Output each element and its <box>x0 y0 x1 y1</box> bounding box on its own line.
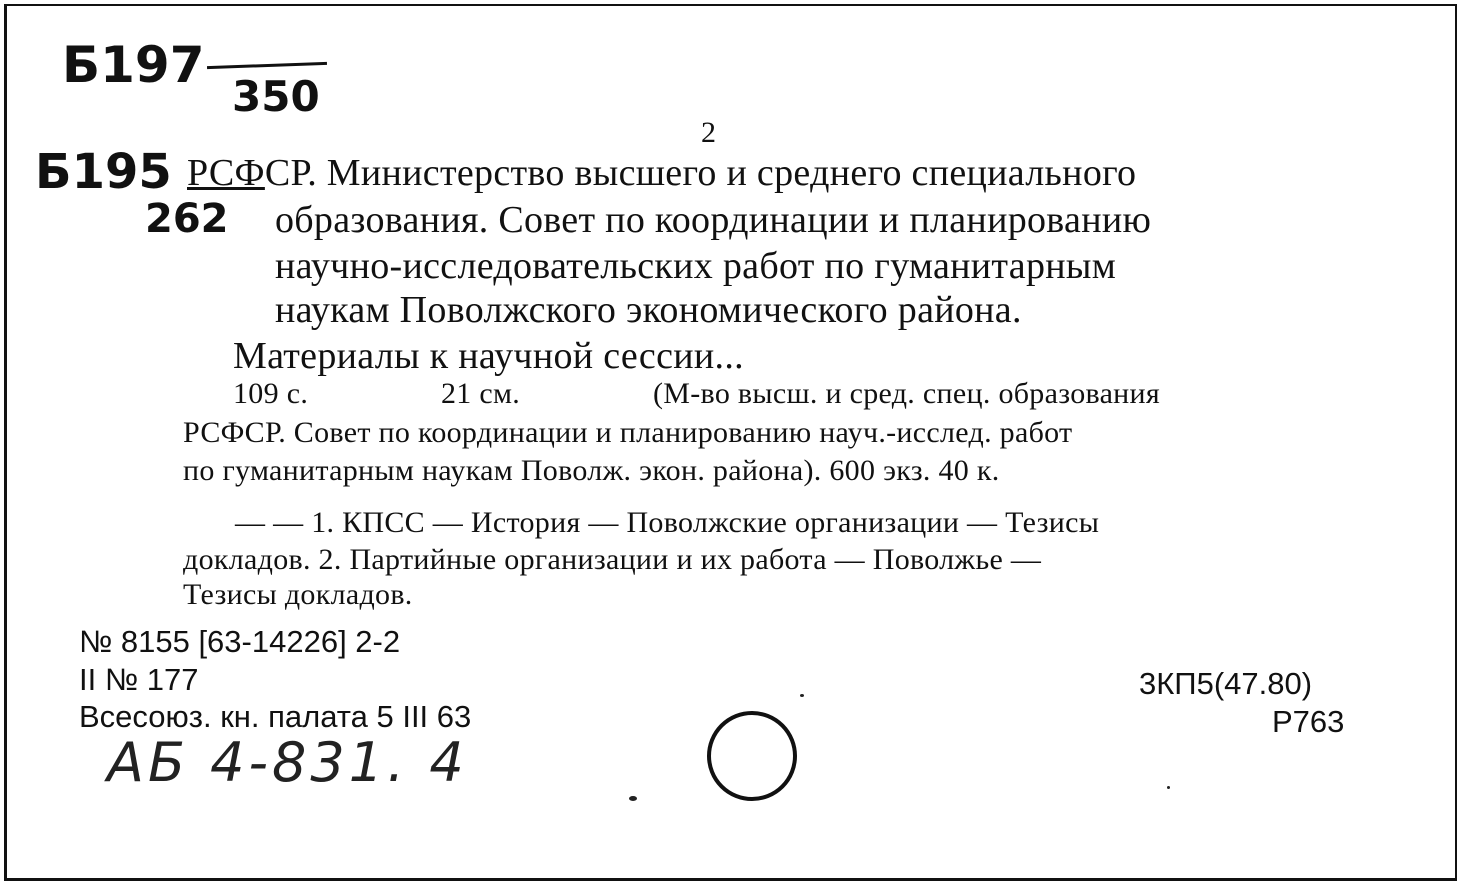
handwritten-top-rule <box>207 62 327 69</box>
pencil-accession-number: АБ 4-831. 4 <box>107 731 468 794</box>
title: Материалы к научной сессии... <box>233 335 744 377</box>
heading-line-2: образования. Совет по координации и планированию <box>275 199 1152 241</box>
series-note-line-1: (М-во высш. и сред. спец. образования <box>653 377 1160 410</box>
series-note-line-3: по гуманитарным наукам Поволж. экон. района). 600 экз. 40 к. <box>183 454 1000 487</box>
handwritten-top-sub: 350 <box>232 72 320 121</box>
subject-line-2: докладов. 2. Партийные организации и их работа — Поволжье — <box>183 543 1042 576</box>
heading-line-1 <box>187 151 1136 195</box>
handwritten-top-code: Б197 <box>62 36 205 94</box>
subject-line-1: — — 1. КПСС — История — Поволжские организации — Тезисы <box>235 506 1100 539</box>
punch-hole <box>707 711 797 801</box>
size: 21 см. <box>441 377 521 410</box>
catalog-card <box>4 4 1457 881</box>
page-number: 2 <box>701 116 717 149</box>
author-rest: СР. Министерство высшего и среднего специального <box>264 152 1137 194</box>
classification-mark: Р763 <box>1272 704 1345 739</box>
author-prefix: РСФ <box>187 152 265 194</box>
issue-number: II № 177 <box>79 662 199 697</box>
speck-mark <box>800 694 804 697</box>
series-note-line-2: РСФСР. Совет по координации и планированию науч.-исслед. работ <box>183 416 1073 449</box>
subject-line-3: Тезисы докладов. <box>183 578 413 611</box>
handwritten-left-code: Б195 <box>35 144 172 200</box>
heading-line-3: научно-исследовательских работ по гуманитарным <box>275 245 1117 287</box>
order-number: № 8155 [63-14226] 2-2 <box>79 624 401 659</box>
speck-mark <box>629 796 637 801</box>
handwritten-left-sub: 262 <box>145 196 229 242</box>
heading-line-4: наукам Поволжского экономического района. <box>275 289 1022 331</box>
speck-mark <box>1167 786 1170 789</box>
pages: 109 с. <box>233 377 309 410</box>
classification-code: 3КП5(47.80) <box>1139 666 1313 701</box>
book-chamber: Всесоюз. кн. палата 5 III 63 <box>79 699 472 734</box>
